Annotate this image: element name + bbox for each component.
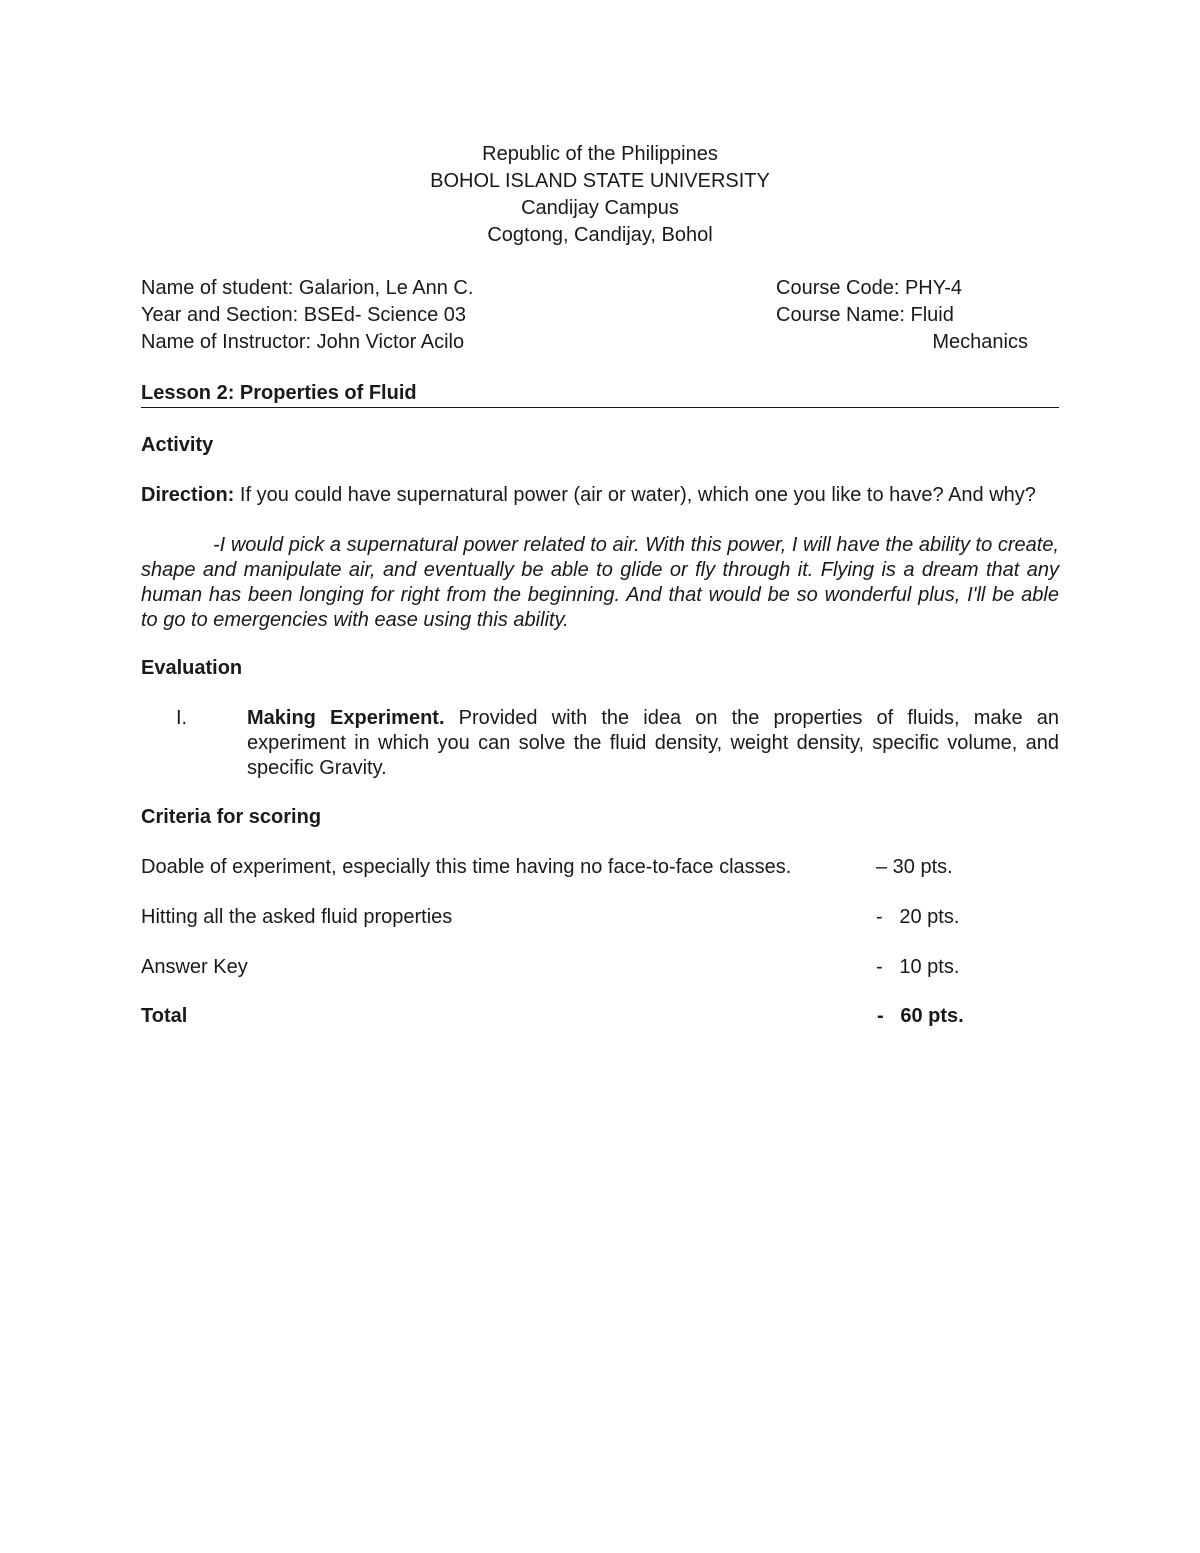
criteria-row: Doable of experiment, especially this time having no face-to-face classes. <box>141 856 792 878</box>
direction-label: Direction: <box>141 484 235 506</box>
criteria-row: Hitting all the asked fluid properties <box>141 906 453 928</box>
student-name: Name of student: Galarion, Le Ann C. <box>141 277 474 299</box>
criteria-total-points: - 60 pts. <box>877 1005 964 1027</box>
lesson-title: Lesson 2: Properties of Fluid <box>141 381 1059 408</box>
criteria-heading: Criteria for scoring <box>141 806 322 828</box>
student-info <box>141 275 473 356</box>
header-address: Cogtong, Candijay, Bohol <box>487 224 713 246</box>
document-header <box>0 141 1200 249</box>
course-info <box>776 275 1028 356</box>
direction-text: If you could have supernatural power (air or water), which one you like to have? And why? <box>234 484 1036 506</box>
header-university: BOHOL ISLAND STATE UNIVERSITY <box>430 170 770 192</box>
activity-heading: Activity <box>141 434 214 456</box>
criteria-row-points: - 10 pts. <box>876 956 960 978</box>
instructor-name: Name of Instructor: John Victor Acilo <box>141 331 465 353</box>
criteria-total-label: Total <box>141 1005 188 1027</box>
course-name: Course Name: Fluid <box>776 304 954 326</box>
header-campus: Candijay Campus <box>521 197 679 219</box>
evaluation-item-number: I. <box>176 707 188 729</box>
evaluation-item-title: Making Experiment. <box>247 707 445 729</box>
direction-paragraph <box>141 483 1059 508</box>
criteria-row-points: - 20 pts. <box>876 906 960 928</box>
header-republic: Republic of the Philippines <box>482 143 718 165</box>
course-code: Course Code: PHY-4 <box>776 277 963 299</box>
evaluation-item-body: Provided with the idea on the properties of fluids, make an experiment in which you can solve the fluid density, weight density, specific volume, and specific Gravity. <box>247 707 1059 779</box>
course-name-continued: Mechanics <box>932 331 1028 353</box>
evaluation-item-text <box>247 706 1059 781</box>
criteria-row: Answer Key <box>141 956 248 978</box>
activity-answer: -I would pick a supernatural power related to air. With this power, I will have the ability to create, shape and manipulate air, and eventually be able to glide or fly through it. Flying is a dream that any human has been longing for right from the beginning. And that would be so wonderful plus, I'll be able to go to emergencies with ease using this ability. <box>141 534 1059 631</box>
year-section: Year and Section: BSEd- Science 03 <box>141 304 467 326</box>
evaluation-heading: Evaluation <box>141 657 243 679</box>
criteria-row-points: – 30 pts. <box>876 856 953 878</box>
